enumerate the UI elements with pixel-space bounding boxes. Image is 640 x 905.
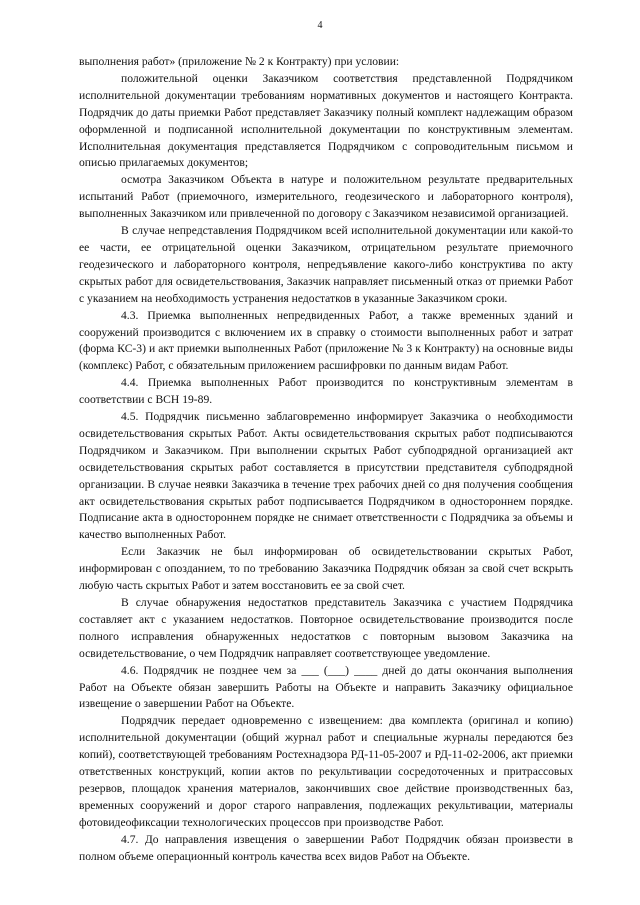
paragraph-hidden-works: Если Заказчик не был информирован об освидетельствовании скрытых Работ, информирован с опозданием, то по требованию Заказчика Подрядчик обязан за свой счет вскрыть любую часть скрытых Работ и затем восстановить ее за свой счет. xyxy=(79,545,573,593)
paragraph-defects: В случае обнаружения недостатков представитель Заказчика с участием Подрядчика составляет акт с указанием недостатков. Повторное освидетельствование производится после полного исправления обнаруженных недостатков с повторным вызовом Заказчика на освидетельствование, о чем Подрядчик направляет соответствующее уведомление. xyxy=(79,596,573,660)
paragraph-refusal: В случае непредставления Подрядчиком всей исполнительной документации или какой-то ее части, ее отрицательной оценки Заказчиком, отрицательном результате приемочного геодезического и лабораторного контроля, непредъявление какого-либо конструктива по акту скрытых работ для освидетельствования, Заказчик направляет письменный отказ от приемки Работ с указанием на необходимость устранения недостатков в указанные Заказчиком сроки. xyxy=(79,224,573,305)
paragraph-clause-4-5: 4.5. Подрядчик письменно заблаговременно информирует Заказчика о необходимости освидетельствования скрытых Работ. Акты освидетельствования скрытых работ подписываются Подрядчиком и Заказчиком. При выполнении скрытых Работ субподрядной организацией акт освидетельствования скрытых работ составляется в присутствии представителя субподрядной организации. В случае неявки Заказчика в течение трех рабочих дней со дня получения сообщения акт освидетельствования скрытых работ подписывается Подрядчиком в одностороннем порядке. Подписание акта в одностороннем порядке не снимает ответственности с Подрядчика за объемы и качество выполненных Работ. xyxy=(79,410,573,542)
paragraph-clause-4-3: 4.3. Приемка выполненных непредвиденных Работ, а также временных зданий и сооружений производится с включением их в справку о стоимости выполненных работ и затрат (форма КС-3) и акт приемки выполненных Работ (приложение № 3 к Контракту) на основные виды (комплекс) Работ, с обязательным приложением расшифровки по данным видам Работ. xyxy=(79,308,573,373)
paragraph-continuation: выполнения работ» (приложение № 2 к Контракту) при условии: xyxy=(79,55,400,68)
document-body xyxy=(79,54,573,866)
paragraph-clause-4-4: 4.4. Приемка выполненных Работ производится по конструктивным элементам в соответствии с ВСН 19-89. xyxy=(79,376,573,407)
paragraph-clause-4-7: 4.7. До направления извещения о завершении Работ Подрядчик обязан произвести в полном объеме операционный контроль качества всех видов Работ на Объекте. xyxy=(79,832,573,863)
paragraph-condition-documentation: положительной оценки Заказчиком соответствия представленной Подрядчиком исполнительной документации требованиям нормативных документов и настоящего Контракта. Подрядчик до даты приемки Работ представляет Заказчику полный комплект надлежащим образом оформленной и подписанной исполнительной документации по конструктивным элементам. Исполнительная документация представляется Подрядчиком с сопроводительным письмом и описью прилагаемых документов; xyxy=(79,71,573,170)
page-number: 4 xyxy=(317,20,323,31)
paragraph-handover-documents: Подрядчик передает одновременно с извещением: два комплекта (оригинал и копию) исполнительной документации (общий журнал работ и специальные журналы передаются без копий), соответствующей требованиям Ростехнадзора РД-11-05-2007 и РД-11-02-2006, акт приемки ответственных конструкций, копии актов по рекультивации сосредоточенных и притрассовых резервов, площадок хранения материалов, закончивших свое действие производственных баз, временных сооружений и дорог старого направления, подлежащих рекультивации, материалы фотовидеофиксации технологических процессов при производстве Работ. xyxy=(79,714,573,829)
paragraph-condition-inspection: осмотра Заказчиком Объекта в натуре и положительном результате предварительных испытаний Работ (приемочного, измерительного, геодезического и лабораторного контроля), выполненных Заказчиком или привлеченной по договору с Заказчиком независимой организацией. xyxy=(79,173,573,221)
paragraph-clause-4-6: 4.6. Подрядчик не позднее чем за ___ (___) ____ дней до даты окончания выполнения Работ на Объекте обязан завершить Работы на Объекте и направить Заказчику официальное извещение о завершении Работ на Объекте. xyxy=(79,663,573,711)
